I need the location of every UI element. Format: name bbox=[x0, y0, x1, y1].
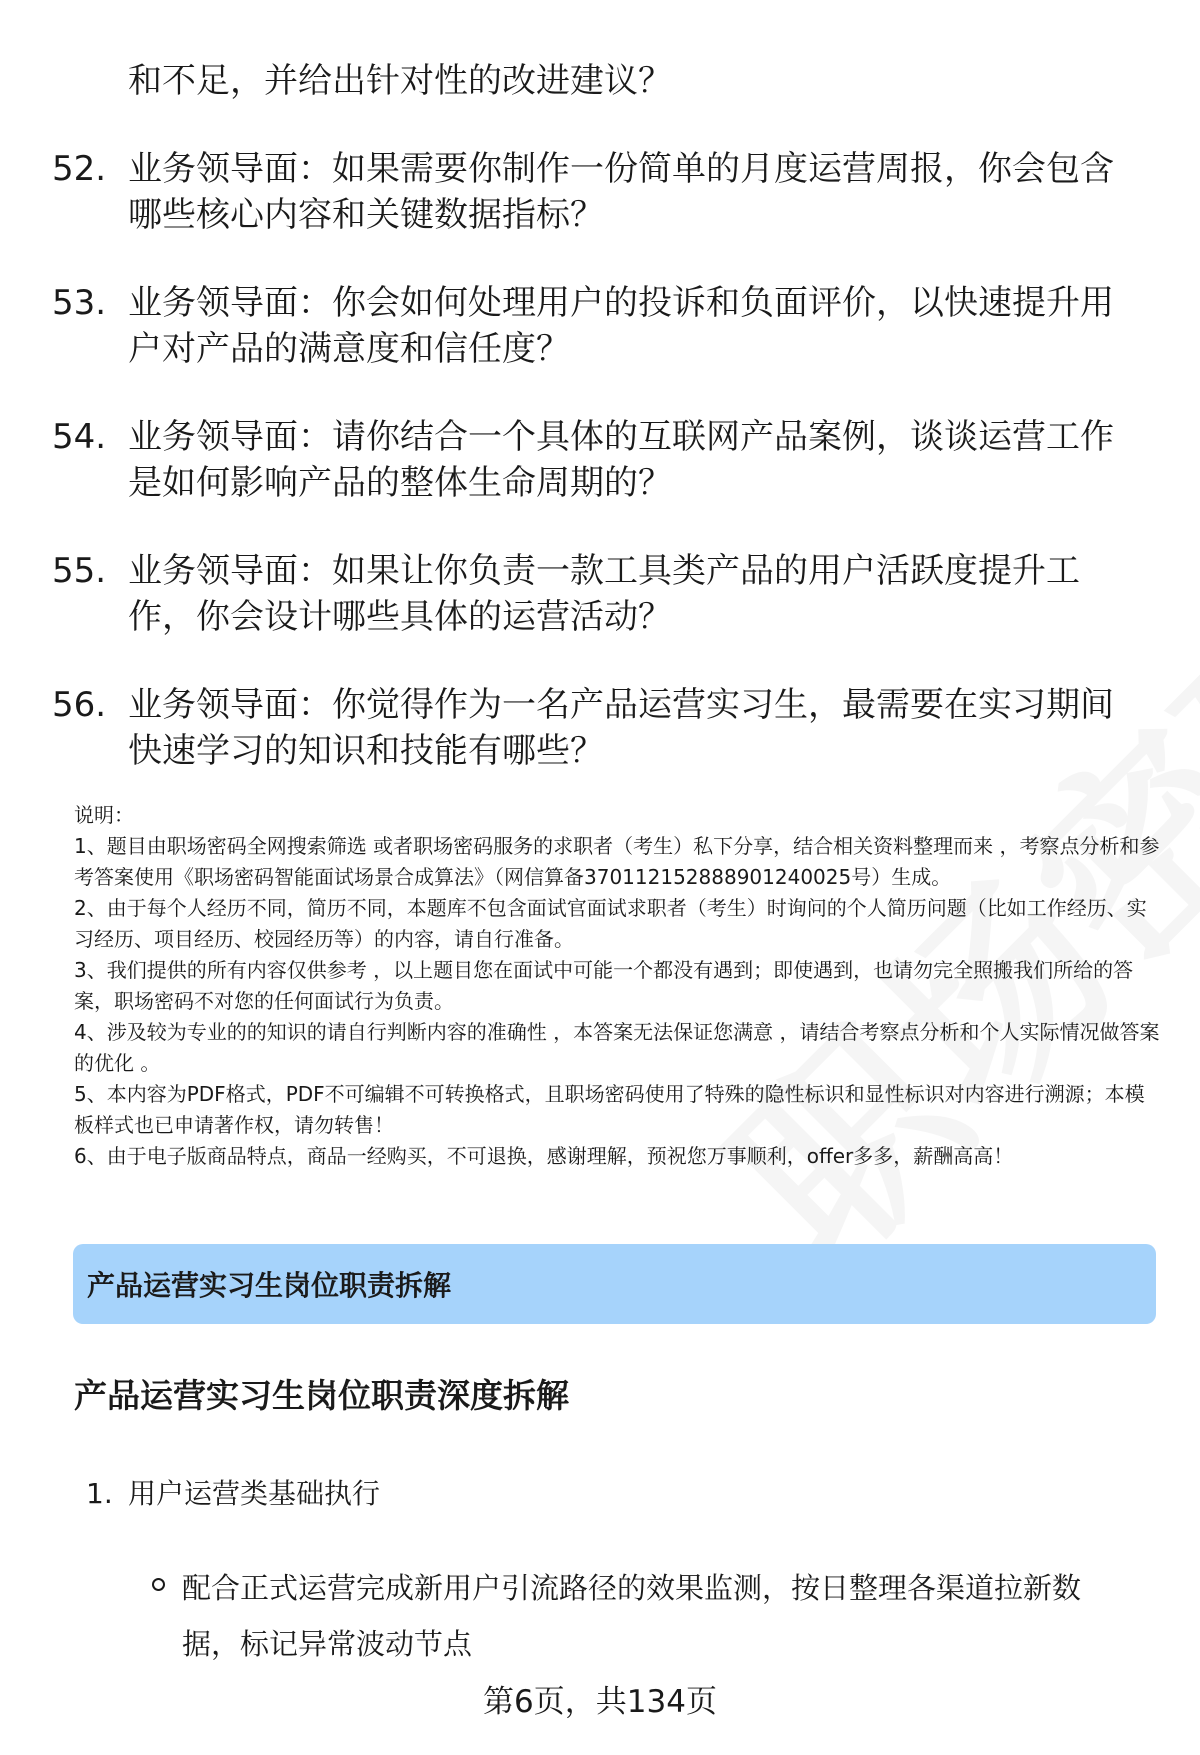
note-item: 5、本内容为PDF格式，PDF不可编辑不可转换格式，且职场密码使用了特殊的隐性标识和显性标识对内容进行溯源；本模板样式也已申请著作权，请勿转售！ bbox=[74, 1082, 1145, 1137]
duty-number: 1. bbox=[86, 1477, 113, 1510]
duty-title: 用户运营类基础执行 bbox=[128, 1477, 381, 1510]
question-number: 52. bbox=[52, 149, 107, 189]
question-item bbox=[0, 146, 1200, 238]
notes-section bbox=[74, 800, 1164, 1172]
notes-heading: 说明： bbox=[74, 803, 134, 827]
question-item bbox=[0, 414, 1200, 506]
section-title: 产品运营实习生岗位职责深度拆解 bbox=[74, 1376, 569, 1415]
page-footer: 第6页，共134页 bbox=[483, 1684, 717, 1720]
question-text: 业务领导面：你觉得作为一名产品运营实习生，最需要在实习期间快速学习的知识和技能有哪些？ bbox=[128, 685, 1114, 771]
section-banner bbox=[73, 1244, 1156, 1324]
question-number: 53. bbox=[52, 283, 107, 323]
note-item: 2、由于每个人经历不同，简历不同，本题库不包含面试官面试求职者（考生）时询问的个人简历问题（比如工作经历、实习经历、项目经历、校园经历等）的内容，请自行准备。 bbox=[74, 896, 1147, 951]
duty-bullet: 配合正式运营完成新用户引流路径的效果监测，按日整理各渠道拉新数据，标记异常波动节点 bbox=[182, 1571, 1082, 1661]
question-number: 54. bbox=[52, 417, 107, 457]
note-item: 1、题目由职场密码全网搜索筛选 或者职场密码服务的求职者（考生）私下分享，结合相关资料整理而来 ，考察点分析和参考答案使用《职场密码智能面试场景合成算法》（网信算备370112152888901240025号）生成。 bbox=[74, 834, 1160, 889]
bullet-circle-icon bbox=[152, 1578, 165, 1591]
question-text: 业务领导面：请你结合一个具体的互联网产品案例，谈谈运营工作是如何影响产品的整体生命周期的？ bbox=[128, 417, 1114, 503]
question-number: 56. bbox=[52, 685, 107, 725]
question-continuation: 和不足，并给出针对性的改进建议？ bbox=[128, 61, 672, 101]
question-item bbox=[0, 280, 1200, 372]
note-item: 6、由于电子版商品特点，商品一经购买，不可退换，感谢理解，预祝您万事顺利，offer多多，薪酬高高！ bbox=[74, 1144, 1014, 1168]
question-text: 业务领导面：如果需要你制作一份简单的月度运营周报，你会包含哪些核心内容和关键数据指标？ bbox=[128, 149, 1114, 235]
question-item bbox=[0, 548, 1200, 640]
banner-title: 产品运营实习生岗位职责拆解 bbox=[87, 1269, 452, 1302]
question-text: 业务领导面：如果让你负责一款工具类产品的用户活跃度提升工作，你会设计哪些具体的运营活动？ bbox=[128, 551, 1080, 637]
duty-item bbox=[86, 1472, 380, 1516]
question-item bbox=[0, 682, 1200, 774]
note-item: 4、涉及较为专业的的知识的请自行判断内容的准确性 ，本答案无法保证您满意 ，请结合考察点分析和个人实际情况做答案的优化 。 bbox=[74, 1020, 1160, 1075]
question-number: 55. bbox=[52, 551, 107, 591]
note-item: 3、我们提供的所有内容仅供参考 ，以上题目您在面试中可能一个都没有遇到；即使遇到，也请勿完全照搬我们所给的答案，职场密码不对您的任何面试行为负责。 bbox=[74, 958, 1134, 1013]
question-text: 业务领导面：你会如何处理用户的投诉和负面评价，以快速提升用户对产品的满意度和信任度？ bbox=[128, 283, 1114, 369]
question-list bbox=[0, 58, 1200, 816]
